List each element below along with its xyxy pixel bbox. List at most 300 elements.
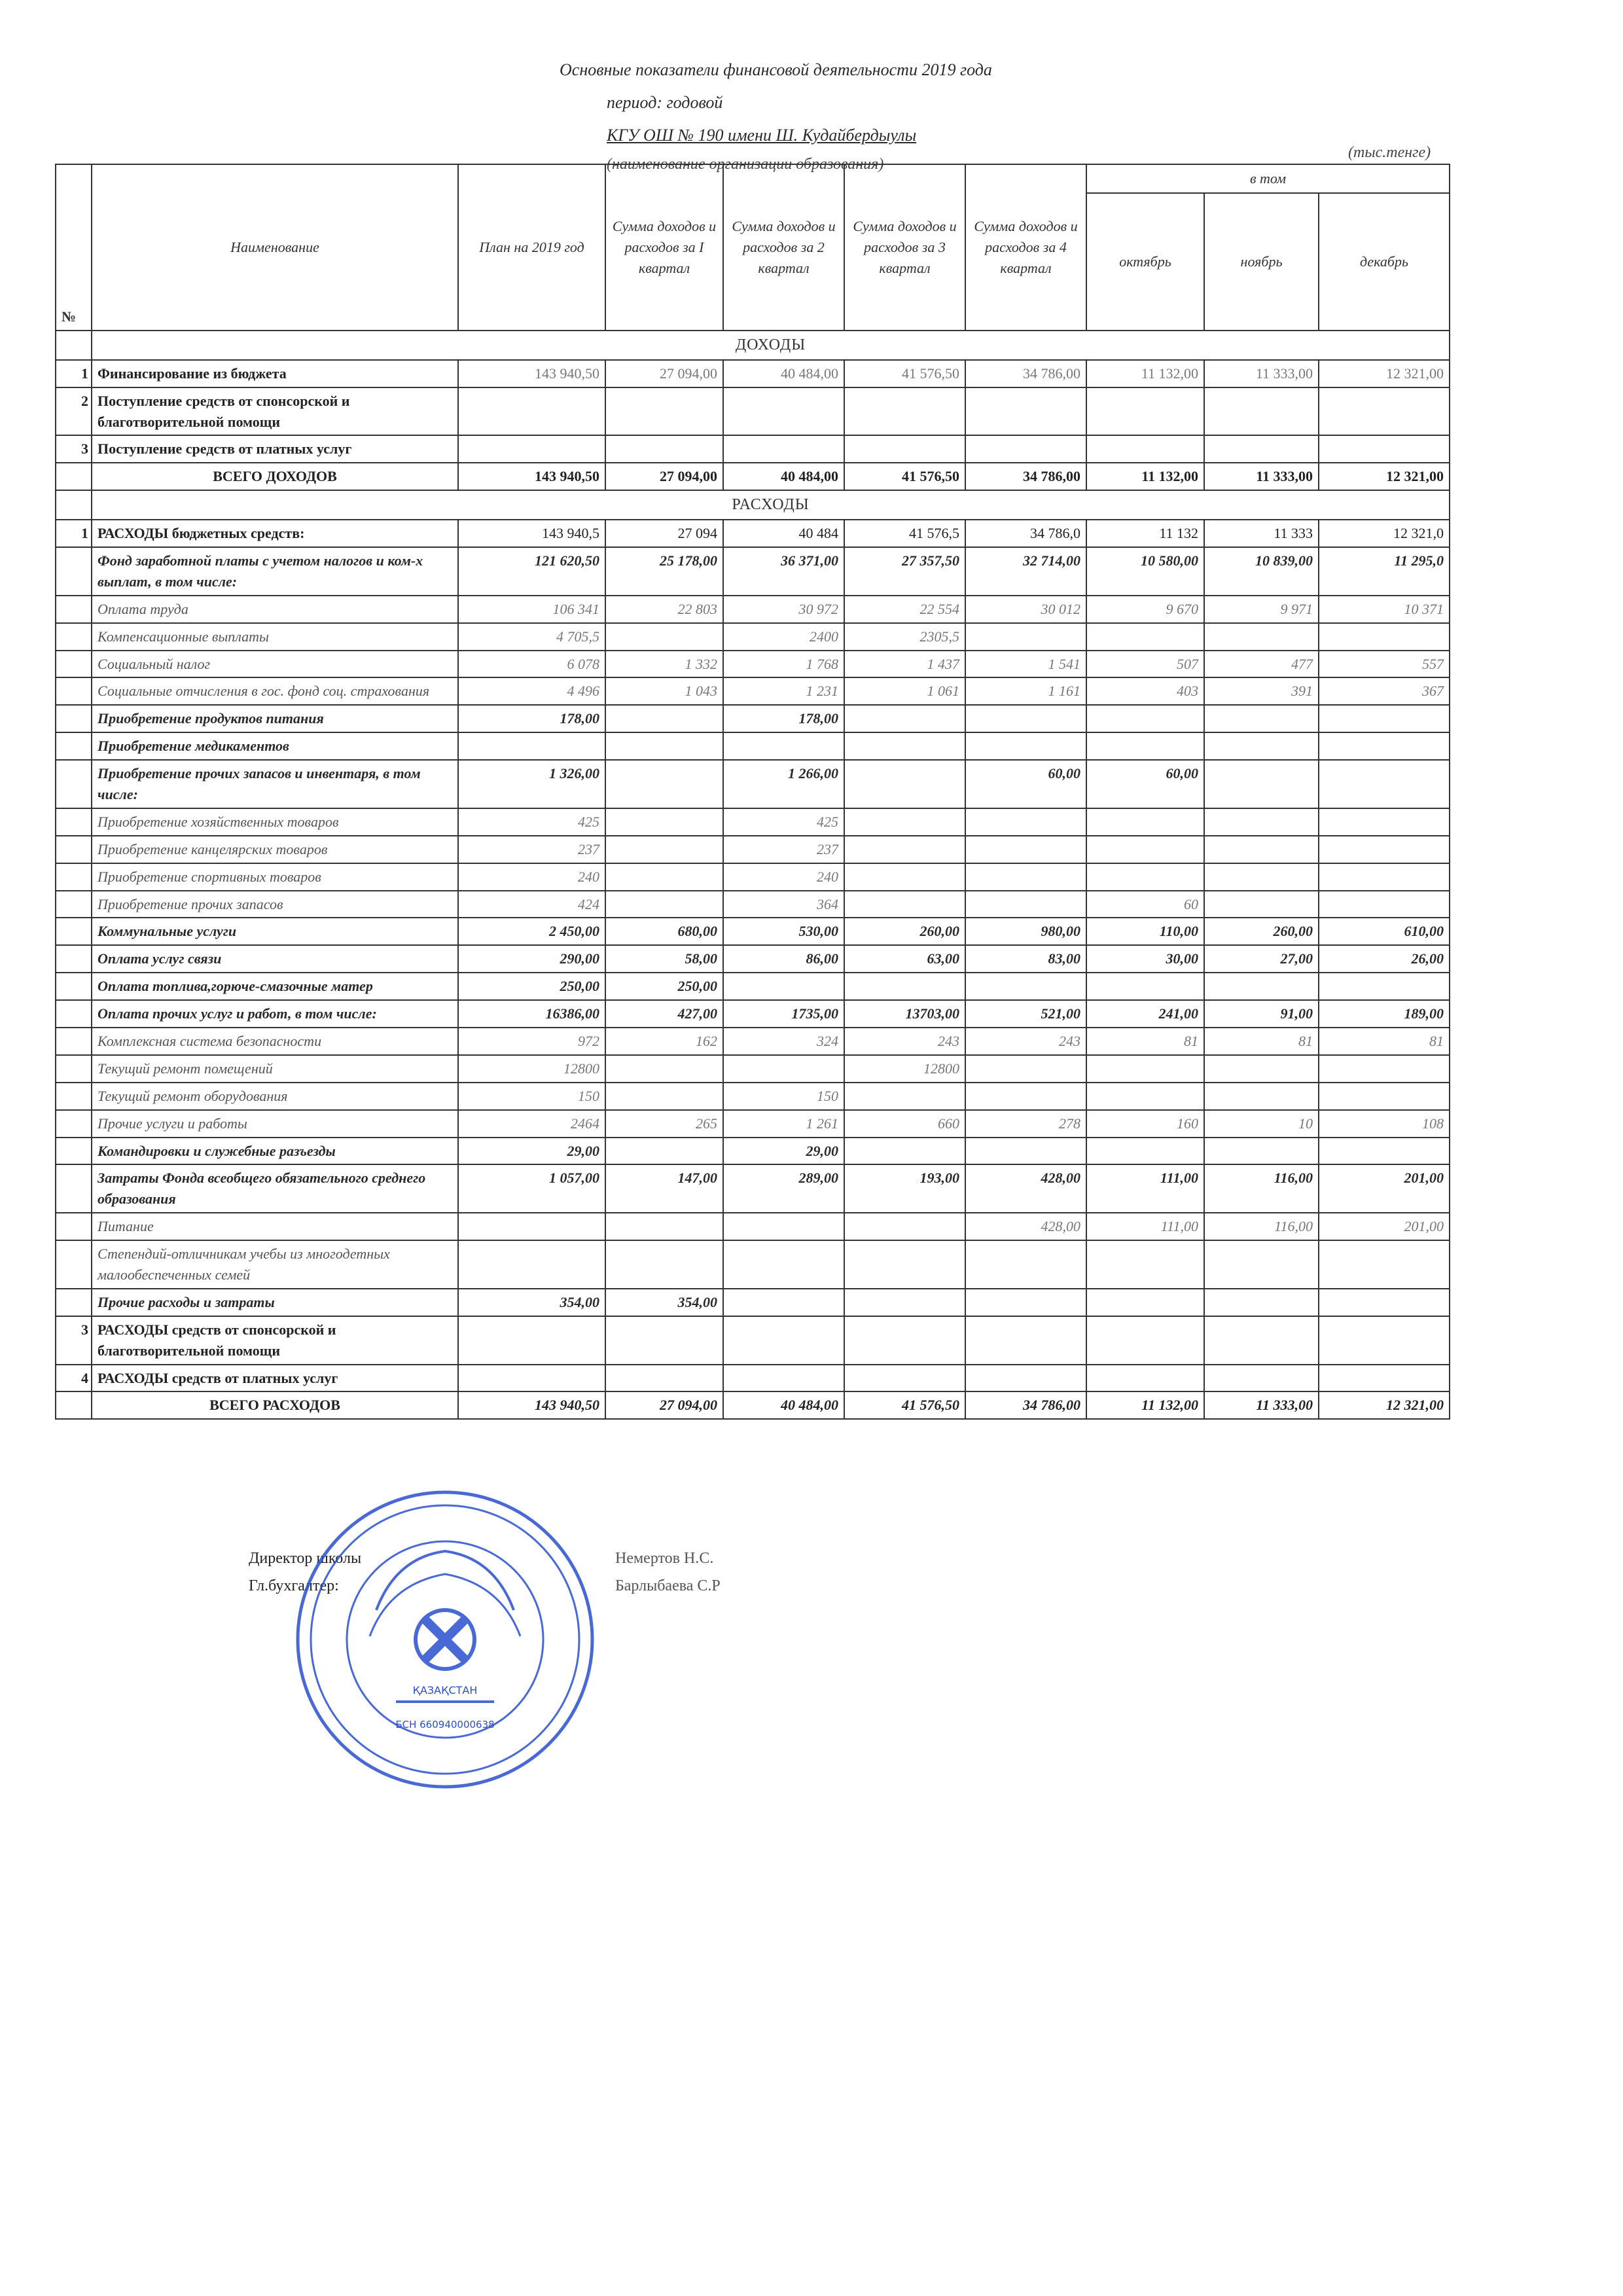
value-cell: 278 <box>965 1110 1086 1138</box>
table-row <box>56 435 1450 463</box>
value-cell <box>1086 836 1204 863</box>
value-cell: 26,00 <box>1319 945 1450 973</box>
row-name: Приобретение спортивных товаров <box>92 863 458 891</box>
value-cell: 178,00 <box>458 705 605 732</box>
value-cell <box>965 1083 1086 1110</box>
organization-name: КГУ ОШ № 190 имени Ш. Кудайбердыулы <box>607 126 917 145</box>
value-cell: 10 <box>1204 1110 1319 1138</box>
value-cell: 9 670 <box>1086 596 1204 623</box>
total-value: 34 786,00 <box>965 463 1086 490</box>
value-cell: 27 094 <box>605 520 723 547</box>
value-cell: 240 <box>458 863 605 891</box>
table-row <box>56 1164 1450 1213</box>
value-cell <box>1319 1055 1450 1083</box>
value-cell <box>1204 1365 1319 1392</box>
value-cell <box>1086 387 1204 436</box>
total-value: 40 484,00 <box>723 463 844 490</box>
value-cell <box>1319 808 1450 836</box>
value-cell: 10 580,00 <box>1086 547 1204 596</box>
value-cell <box>965 1289 1086 1316</box>
value-cell <box>1204 1289 1319 1316</box>
value-cell <box>965 836 1086 863</box>
row-name: Финансирование из бюджета <box>92 360 458 387</box>
row-name: Оплата услуг связи <box>92 945 458 973</box>
value-cell: 143 940,50 <box>458 360 605 387</box>
total-value: 27 094,00 <box>605 1391 723 1419</box>
value-cell <box>1086 1083 1204 1110</box>
value-cell <box>965 1365 1086 1392</box>
value-cell <box>844 1240 965 1289</box>
value-cell <box>1319 973 1450 1000</box>
value-cell <box>605 705 723 732</box>
value-cell: 29,00 <box>458 1138 605 1165</box>
value-cell <box>605 1240 723 1289</box>
table-row <box>56 808 1450 836</box>
row-number <box>56 973 92 1000</box>
value-cell: 403 <box>1086 677 1204 705</box>
value-cell: 63,00 <box>844 945 965 973</box>
value-cell <box>1086 973 1204 1000</box>
value-cell <box>1086 1365 1204 1392</box>
row-name: Поступление средств от спонсорской и благотворительной помощи <box>92 387 458 436</box>
value-cell <box>1204 1138 1319 1165</box>
expenses-section-title: РАСХОДЫ <box>92 490 1450 520</box>
value-cell: 150 <box>458 1083 605 1110</box>
value-cell: 1 768 <box>723 651 844 678</box>
value-cell: 11 132 <box>1086 520 1204 547</box>
value-cell: 557 <box>1319 651 1450 678</box>
row-number <box>56 596 92 623</box>
col-q4: Сумма доходов и расходов за 4 квартал <box>965 164 1086 331</box>
value-cell <box>965 973 1086 1000</box>
value-cell: 12800 <box>458 1055 605 1083</box>
col-q1: Сумма доходов и расходов за I квартал <box>605 164 723 331</box>
value-cell: 110,00 <box>1086 918 1204 945</box>
value-cell: 9 971 <box>1204 596 1319 623</box>
table-row <box>56 891 1450 918</box>
value-cell: 237 <box>458 836 605 863</box>
value-cell: 237 <box>723 836 844 863</box>
organization-caption: (наименование организации образования) <box>607 156 884 173</box>
value-cell <box>844 435 965 463</box>
value-cell: 121 620,50 <box>458 547 605 596</box>
row-name: Поступление средств от платных услуг <box>92 435 458 463</box>
value-cell: 27 357,50 <box>844 547 965 596</box>
table-row <box>56 836 1450 863</box>
row-name: Комплексная система безопасности <box>92 1028 458 1055</box>
value-cell <box>605 623 723 651</box>
value-cell: 60,00 <box>965 760 1086 808</box>
value-cell: 241,00 <box>1086 1000 1204 1028</box>
value-cell: 1 541 <box>965 651 1086 678</box>
value-cell <box>458 1365 605 1392</box>
value-cell: 1 061 <box>844 677 965 705</box>
row-name: Командировки и служебные разъезды <box>92 1138 458 1165</box>
value-cell: 178,00 <box>723 705 844 732</box>
income-section <box>56 331 1450 360</box>
value-cell: 1 261 <box>723 1110 844 1138</box>
expenses-total-row <box>56 1391 1450 1419</box>
row-number: 3 <box>56 1316 92 1365</box>
value-cell <box>844 1289 965 1316</box>
table-row <box>56 1240 1450 1289</box>
row-name: Компенсационные выплаты <box>92 623 458 651</box>
value-cell: 425 <box>458 808 605 836</box>
expenses-total-row-label: ВСЕГО РАСХОДОВ <box>92 1391 458 1419</box>
value-cell: 428,00 <box>965 1164 1086 1213</box>
row-name: Текущий ремонт оборудования <box>92 1083 458 1110</box>
value-cell <box>458 435 605 463</box>
value-cell <box>605 836 723 863</box>
value-cell <box>844 1138 965 1165</box>
row-name: Прочие расходы и затраты <box>92 1289 458 1316</box>
col-oct: октябрь <box>1086 193 1204 331</box>
table-row <box>56 760 1450 808</box>
value-cell: 290,00 <box>458 945 605 973</box>
value-cell <box>965 387 1086 436</box>
value-cell <box>1319 1316 1450 1365</box>
total-value: 143 940,50 <box>458 463 605 490</box>
value-cell: 150 <box>723 1083 844 1110</box>
value-cell <box>605 1213 723 1240</box>
document-header <box>560 60 992 173</box>
value-cell: 189,00 <box>1319 1000 1450 1028</box>
table-row <box>56 1213 1450 1240</box>
total-value: 12 321,00 <box>1319 1391 1450 1419</box>
row-number <box>56 891 92 918</box>
value-cell: 4 705,5 <box>458 623 605 651</box>
value-cell: 424 <box>458 891 605 918</box>
value-cell: 250,00 <box>605 973 723 1000</box>
value-cell <box>458 732 605 760</box>
value-cell: 1 326,00 <box>458 760 605 808</box>
row-name: Приобретение продуктов питания <box>92 705 458 732</box>
document-title: Основные показатели финансовой деятельности 2019 года <box>560 60 992 79</box>
value-cell: 521,00 <box>965 1000 1086 1028</box>
value-cell <box>723 1213 844 1240</box>
value-cell: 1 266,00 <box>723 760 844 808</box>
row-name: РАСХОДЫ средств от спонсорской и благотворительной помощи <box>92 1316 458 1365</box>
value-cell: 265 <box>605 1110 723 1138</box>
value-cell: 243 <box>965 1028 1086 1055</box>
total-value: 11 333,00 <box>1204 1391 1319 1419</box>
value-cell <box>965 1138 1086 1165</box>
col-name: Наименование <box>92 164 458 331</box>
total-value: 12 321,00 <box>1319 463 1450 490</box>
row-name: Прочие услуги и работы <box>92 1110 458 1138</box>
table-row <box>56 360 1450 387</box>
value-cell: 367 <box>1319 677 1450 705</box>
value-cell <box>844 1365 965 1392</box>
value-cell <box>844 836 965 863</box>
row-number <box>56 760 92 808</box>
value-cell: 680,00 <box>605 918 723 945</box>
value-cell: 2 450,00 <box>458 918 605 945</box>
row-name: Социальные отчисления в гос. фонд соц. страхования <box>92 677 458 705</box>
value-cell: 1 057,00 <box>458 1164 605 1213</box>
row-number: 1 <box>56 520 92 547</box>
value-cell <box>844 1316 965 1365</box>
value-cell <box>844 1213 965 1240</box>
value-cell <box>844 891 965 918</box>
table-row <box>56 1138 1450 1165</box>
value-cell <box>605 1055 723 1083</box>
value-cell: 243 <box>844 1028 965 1055</box>
value-cell: 22 554 <box>844 596 965 623</box>
value-cell <box>1204 1316 1319 1365</box>
table-row <box>56 677 1450 705</box>
value-cell <box>1204 891 1319 918</box>
row-number <box>56 945 92 973</box>
value-cell <box>458 1316 605 1365</box>
value-cell: 11 333 <box>1204 520 1319 547</box>
table-row <box>56 1110 1450 1138</box>
value-cell: 11 333,00 <box>1204 360 1319 387</box>
row-number <box>56 1055 92 1083</box>
row-name: Приобретение прочих запасов <box>92 891 458 918</box>
value-cell: 111,00 <box>1086 1164 1204 1213</box>
table-row <box>56 387 1450 436</box>
value-cell: 116,00 <box>1204 1164 1319 1213</box>
value-cell <box>1204 435 1319 463</box>
value-cell <box>965 732 1086 760</box>
value-cell <box>1204 732 1319 760</box>
value-cell: 12800 <box>844 1055 965 1083</box>
row-name: Затраты Фонда всеобщего обязательного среднего образования <box>92 1164 458 1213</box>
value-cell <box>605 863 723 891</box>
value-cell <box>965 1316 1086 1365</box>
value-cell <box>1204 1055 1319 1083</box>
stamp-center-text: ҚАЗАҚСТАН <box>412 1684 478 1696</box>
value-cell: 354,00 <box>605 1289 723 1316</box>
row-number <box>56 1240 92 1289</box>
accountant-name: Барлыбаева С.Р <box>615 1577 721 1594</box>
value-cell <box>1319 1083 1450 1110</box>
value-cell <box>965 435 1086 463</box>
value-cell <box>1319 863 1450 891</box>
value-cell: 143 940,5 <box>458 520 605 547</box>
value-cell: 1 437 <box>844 651 965 678</box>
value-cell <box>1086 1138 1204 1165</box>
value-cell <box>1204 973 1319 1000</box>
value-cell: 40 484 <box>723 520 844 547</box>
table-row <box>56 623 1450 651</box>
value-cell <box>605 387 723 436</box>
value-cell <box>1204 1240 1319 1289</box>
income-section-title: ДОХОДЫ <box>92 331 1450 360</box>
table-row <box>56 705 1450 732</box>
value-cell: 980,00 <box>965 918 1086 945</box>
value-cell: 12 321,0 <box>1319 520 1450 547</box>
row-number <box>56 1083 92 1110</box>
value-cell: 30,00 <box>1086 945 1204 973</box>
value-cell: 91,00 <box>1204 1000 1319 1028</box>
row-name: Социальный налог <box>92 651 458 678</box>
col-in-that: в том <box>1086 164 1450 193</box>
row-name: Степендий-отличникам учебы из многодетных малообеспеченных семей <box>92 1240 458 1289</box>
value-cell: 30 012 <box>965 596 1086 623</box>
value-cell <box>1319 732 1450 760</box>
total-value: 41 576,50 <box>844 463 965 490</box>
value-cell <box>723 1316 844 1365</box>
value-cell <box>723 387 844 436</box>
value-cell <box>1086 1316 1204 1365</box>
row-number <box>56 1213 92 1240</box>
row-number <box>56 677 92 705</box>
row-number <box>56 1110 92 1138</box>
value-cell: 34 786,0 <box>965 520 1086 547</box>
col-no: № <box>56 164 92 331</box>
row-number <box>56 1164 92 1213</box>
table-row <box>56 1055 1450 1083</box>
value-cell: 11 132,00 <box>1086 360 1204 387</box>
value-cell: 58,00 <box>605 945 723 973</box>
value-cell <box>844 973 965 1000</box>
value-cell: 30 972 <box>723 596 844 623</box>
row-name: Текущий ремонт помещений <box>92 1055 458 1083</box>
value-cell <box>844 808 965 836</box>
table-row <box>56 973 1450 1000</box>
table-row <box>56 1000 1450 1028</box>
value-cell <box>605 732 723 760</box>
value-cell: 201,00 <box>1319 1213 1450 1240</box>
value-cell <box>605 891 723 918</box>
value-cell <box>605 760 723 808</box>
total-value: 11 333,00 <box>1204 463 1319 490</box>
financial-report-table <box>55 164 1450 1420</box>
value-cell: 972 <box>458 1028 605 1055</box>
value-cell: 10 839,00 <box>1204 547 1319 596</box>
value-cell: 27,00 <box>1204 945 1319 973</box>
value-cell: 16386,00 <box>458 1000 605 1028</box>
value-cell <box>965 863 1086 891</box>
value-cell <box>1086 1055 1204 1083</box>
value-cell: 427,00 <box>605 1000 723 1028</box>
row-number <box>56 651 92 678</box>
row-number: 3 <box>56 435 92 463</box>
col-dec: декабрь <box>1319 193 1450 331</box>
row-name: Приобретение хозяйственных товаров <box>92 808 458 836</box>
value-cell: 22 803 <box>605 596 723 623</box>
col-q3: Сумма доходов и расходов за 3 квартал <box>844 164 965 331</box>
value-cell: 2305,5 <box>844 623 965 651</box>
value-cell <box>965 705 1086 732</box>
value-cell <box>723 1055 844 1083</box>
col-plan: План на 2019 год <box>458 164 605 331</box>
table-row <box>56 918 1450 945</box>
value-cell <box>1204 760 1319 808</box>
value-cell <box>1319 1365 1450 1392</box>
value-cell <box>605 1083 723 1110</box>
value-cell <box>1086 1240 1204 1289</box>
table-row <box>56 520 1450 547</box>
row-number <box>56 918 92 945</box>
value-cell: 60 <box>1086 891 1204 918</box>
value-cell: 162 <box>605 1028 723 1055</box>
value-cell: 111,00 <box>1086 1213 1204 1240</box>
value-cell: 34 786,00 <box>965 360 1086 387</box>
value-cell: 41 576,50 <box>844 360 965 387</box>
value-cell: 86,00 <box>723 945 844 973</box>
value-cell: 2400 <box>723 623 844 651</box>
row-name: Фонд заработной платы с учетом налогов и ком-х выплат, в том числе: <box>92 547 458 596</box>
value-cell: 116,00 <box>1204 1213 1319 1240</box>
value-cell: 41 576,5 <box>844 520 965 547</box>
total-value: 34 786,00 <box>965 1391 1086 1419</box>
value-cell <box>1086 1289 1204 1316</box>
row-number <box>56 863 92 891</box>
value-cell: 260,00 <box>844 918 965 945</box>
row-name: Коммунальные услуги <box>92 918 458 945</box>
value-cell <box>723 973 844 1000</box>
value-cell: 1735,00 <box>723 1000 844 1028</box>
value-cell: 108 <box>1319 1110 1450 1138</box>
value-cell: 40 484,00 <box>723 360 844 387</box>
row-name: Приобретение прочих запасов и инвентаря, в том числе: <box>92 760 458 808</box>
value-cell <box>844 760 965 808</box>
value-cell <box>723 1365 844 1392</box>
row-number <box>56 808 92 836</box>
value-cell <box>844 732 965 760</box>
period: период: годовой <box>607 93 723 112</box>
income-total-row <box>56 463 1450 490</box>
value-cell: 201,00 <box>1319 1164 1450 1213</box>
total-value: 143 940,50 <box>458 1391 605 1419</box>
value-cell: 81 <box>1086 1028 1204 1055</box>
table-row <box>56 945 1450 973</box>
value-cell <box>1319 1240 1450 1289</box>
value-cell <box>1319 387 1450 436</box>
value-cell <box>605 435 723 463</box>
value-cell <box>1319 891 1450 918</box>
row-name: Оплата топлива,горюче-смазочные матер <box>92 973 458 1000</box>
row-name: Оплата труда <box>92 596 458 623</box>
value-cell: 12 321,00 <box>1319 360 1450 387</box>
value-cell: 25 178,00 <box>605 547 723 596</box>
value-cell: 60,00 <box>1086 760 1204 808</box>
value-cell: 147,00 <box>605 1164 723 1213</box>
value-cell <box>1319 623 1450 651</box>
value-cell: 364 <box>723 891 844 918</box>
value-cell <box>1086 705 1204 732</box>
row-name: Приобретение канцелярских товаров <box>92 836 458 863</box>
row-name: Оплата прочих услуг и работ, в том числе: <box>92 1000 458 1028</box>
row-number <box>56 1138 92 1165</box>
value-cell: 1 332 <box>605 651 723 678</box>
total-value: 40 484,00 <box>723 1391 844 1419</box>
value-cell <box>1086 435 1204 463</box>
value-cell <box>844 387 965 436</box>
value-cell: 32 714,00 <box>965 547 1086 596</box>
value-cell: 27 094,00 <box>605 360 723 387</box>
table-row <box>56 863 1450 891</box>
row-number <box>56 732 92 760</box>
total-value: 27 094,00 <box>605 463 723 490</box>
stamp-bin: БСН 660940000638 <box>395 1719 495 1731</box>
table-row <box>56 547 1450 596</box>
value-cell: 324 <box>723 1028 844 1055</box>
table-row <box>56 651 1450 678</box>
row-number: 2 <box>56 387 92 436</box>
official-stamp-icon <box>291 1486 599 1793</box>
value-cell: 81 <box>1204 1028 1319 1055</box>
total-value: 11 132,00 <box>1086 463 1204 490</box>
value-cell: 106 341 <box>458 596 605 623</box>
value-cell <box>1204 808 1319 836</box>
value-cell: 391 <box>1204 677 1319 705</box>
value-cell: 240 <box>723 863 844 891</box>
value-cell <box>1319 836 1450 863</box>
